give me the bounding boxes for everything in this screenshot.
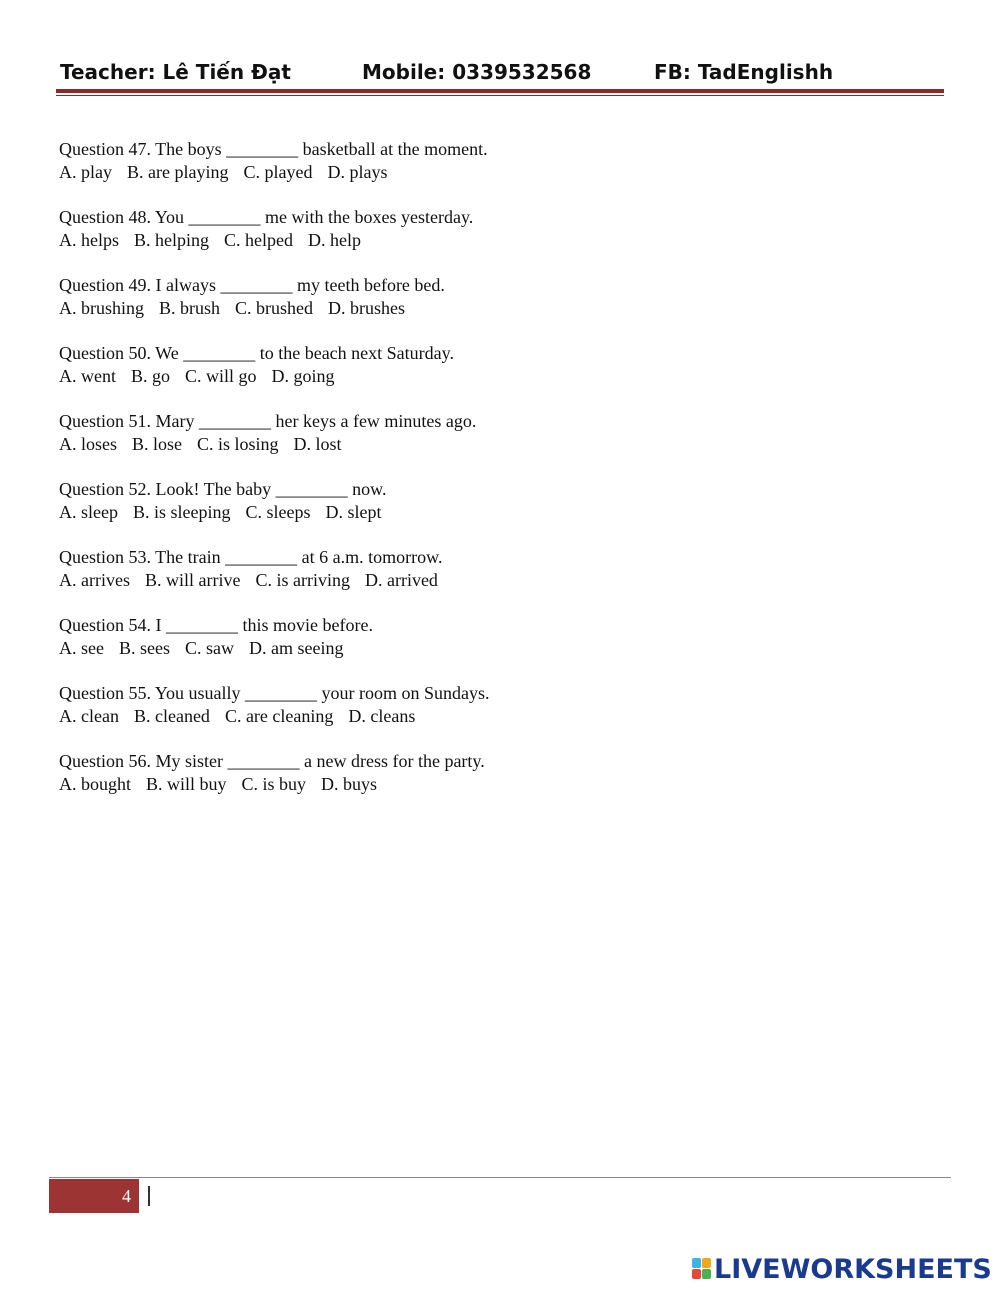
- answer-option: B. brush: [159, 298, 221, 318]
- question-stem: Question 55. You usually ________ your room on Sundays.: [59, 683, 490, 703]
- page-number: 4: [122, 1186, 131, 1206]
- question-stem: Question 51. Mary ________ her keys a few minutes ago.: [59, 411, 477, 431]
- header-rule-thick: [56, 89, 944, 93]
- answer-options: [59, 297, 859, 320]
- question-stem: Question 53. The train ________ at 6 a.m. tomorrow.: [59, 547, 443, 567]
- question-item: [59, 614, 859, 682]
- answer-option: C. is buy: [241, 774, 307, 794]
- answer-option: A. loses: [59, 434, 117, 454]
- page-number-box: [49, 1179, 139, 1213]
- answer-option: D. buys: [321, 774, 378, 794]
- answer-option: C. are cleaning: [224, 706, 334, 726]
- answer-option: A. sleep: [59, 502, 118, 522]
- question-item: [59, 410, 859, 478]
- answer-option: D. lost: [293, 434, 342, 454]
- question-item: [59, 274, 859, 342]
- logo-tile: [702, 1269, 711, 1279]
- question-stem: Question 56. My sister ________ a new dress for the party.: [59, 751, 485, 771]
- answer-option: C. will go: [185, 366, 257, 386]
- answer-option: C. is losing: [197, 434, 279, 454]
- answer-option: D. brushes: [328, 298, 406, 318]
- answer-option: B. will buy: [146, 774, 227, 794]
- answer-option: B. sees: [118, 638, 170, 658]
- answer-option: D. am seeing: [248, 638, 344, 658]
- liveworksheets-logo: [692, 1254, 992, 1284]
- answer-option: D. help: [308, 230, 361, 250]
- answer-option: A. helps: [59, 230, 119, 250]
- answer-option: C. saw: [184, 638, 234, 658]
- question-item: [59, 682, 859, 750]
- answer-option: A. bought: [59, 774, 131, 794]
- answer-option: A. clean: [59, 706, 119, 726]
- question-list: [59, 138, 859, 818]
- page-separator: [148, 1186, 150, 1206]
- answer-options: [59, 161, 859, 184]
- answer-option: B. helping: [134, 230, 209, 250]
- question-item: [59, 342, 859, 410]
- answer-options: [59, 569, 859, 592]
- question-item: [59, 138, 859, 206]
- logo-tile: [692, 1269, 701, 1279]
- header-facebook: FB: TadEnglishh: [654, 60, 834, 84]
- answer-option: C. brushed: [235, 298, 314, 318]
- header-teacher: Teacher: Lê Tiến Đạt: [60, 60, 291, 84]
- question-stem: Question 48. You ________ me with the boxes yesterday.: [59, 207, 474, 227]
- question-item: [59, 546, 859, 614]
- logo-tile: [692, 1258, 701, 1268]
- answer-option: B. cleaned: [133, 706, 210, 726]
- question-stem: Question 52. Look! The baby ________ now.: [59, 479, 387, 499]
- answer-option: D. going: [271, 366, 335, 386]
- answer-option: B. is sleeping: [132, 502, 231, 522]
- answer-option: D. slept: [325, 502, 382, 522]
- answer-option: A. play: [59, 162, 112, 182]
- answer-option: C. is arriving: [255, 570, 350, 590]
- answer-option: C. helped: [224, 230, 293, 250]
- question-stem: Question 50. We ________ to the beach next Saturday.: [59, 343, 454, 363]
- answer-option: D. arrived: [364, 570, 438, 590]
- header-mobile: Mobile: 0339532568: [362, 60, 592, 84]
- answer-option: D. plays: [327, 162, 388, 182]
- answer-option: B. go: [131, 366, 171, 386]
- liveworksheets-logo-icon: [692, 1258, 712, 1280]
- answer-option: B. are playing: [127, 162, 229, 182]
- question-item: [59, 206, 859, 274]
- answer-options: [59, 433, 859, 456]
- answer-options: [59, 365, 859, 388]
- answer-options: [59, 705, 859, 728]
- answer-option: D. cleans: [348, 706, 416, 726]
- answer-options: [59, 637, 859, 660]
- answer-option: B. will arrive: [144, 570, 241, 590]
- liveworksheets-brand: LIVEWORKSHEETS: [714, 1253, 992, 1285]
- question-item: [59, 750, 859, 818]
- answer-option: A. went: [59, 366, 116, 386]
- answer-options: [59, 229, 859, 252]
- question-stem: Question 47. The boys ________ basketball at the moment.: [59, 139, 488, 159]
- answer-option: A. see: [59, 638, 104, 658]
- question-stem: Question 49. I always ________ my teeth before bed.: [59, 275, 445, 295]
- logo-tile: [702, 1258, 711, 1268]
- answer-option: A. brushing: [59, 298, 144, 318]
- answer-options: [59, 773, 859, 796]
- question-item: [59, 478, 859, 546]
- header-rule-thin: [56, 95, 944, 96]
- answer-options: [59, 501, 859, 524]
- page-header: [58, 58, 944, 88]
- answer-option: B. lose: [132, 434, 183, 454]
- answer-option: C. sleeps: [245, 502, 311, 522]
- answer-option: A. arrives: [59, 570, 130, 590]
- question-stem: Question 54. I ________ this movie before.: [59, 615, 373, 635]
- footer-rule: [49, 1177, 951, 1178]
- answer-option: C. played: [243, 162, 313, 182]
